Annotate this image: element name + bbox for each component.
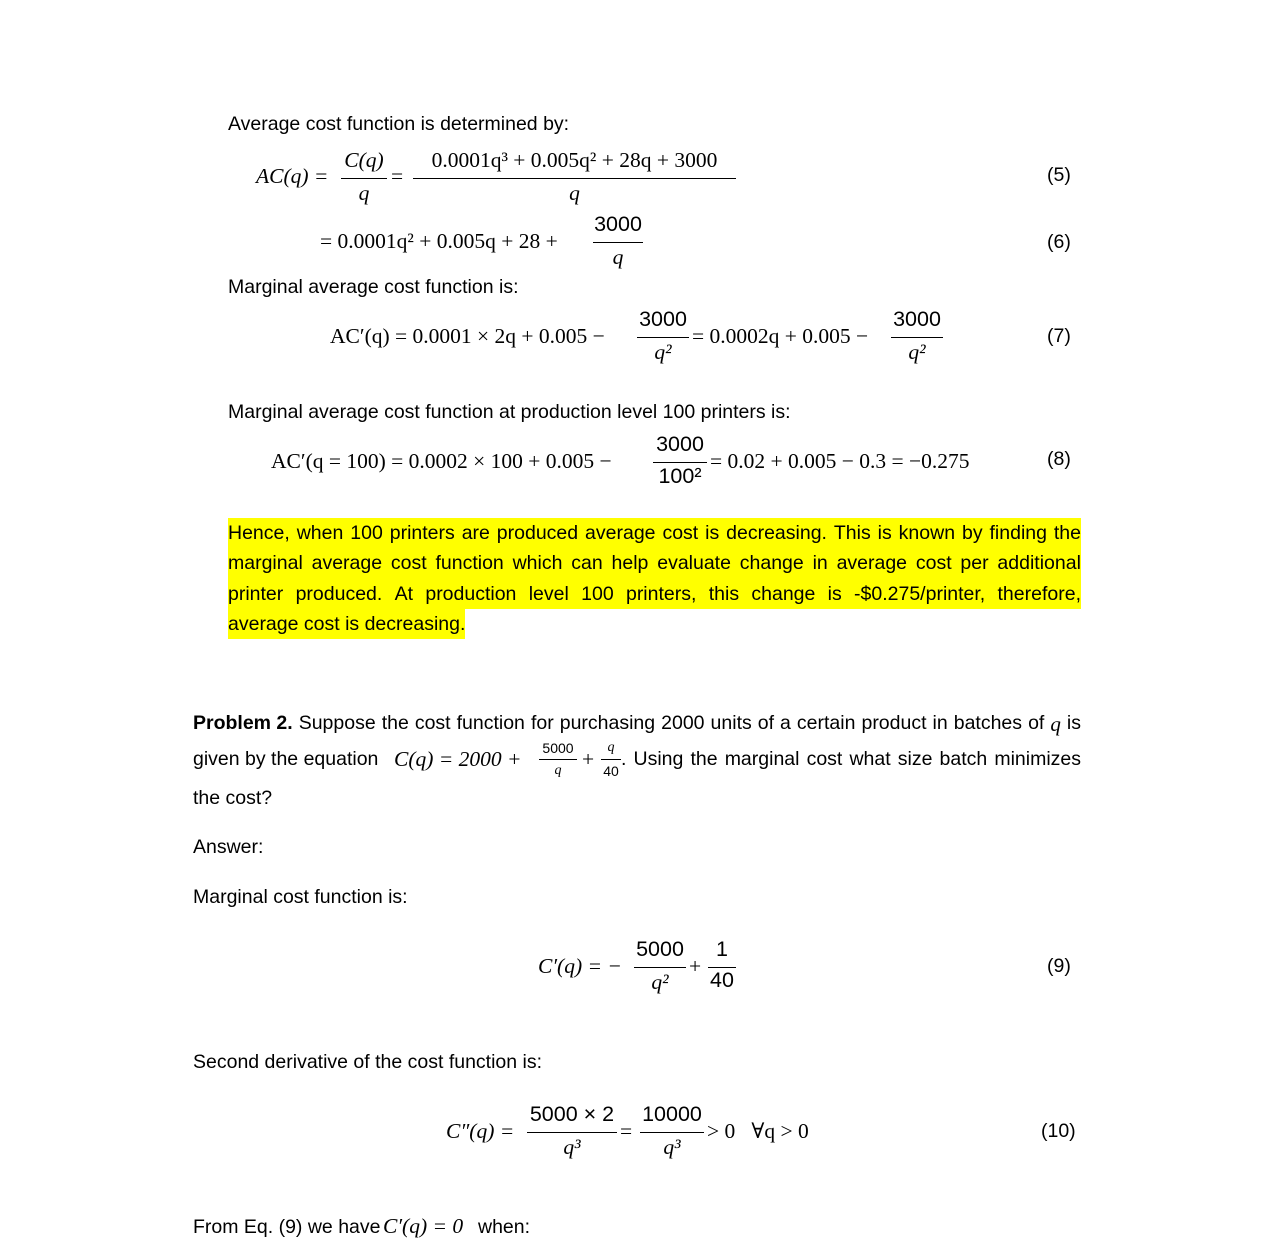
problem2-word: function — [456, 712, 525, 734]
eq8-rhs: = 0.02 + 0.005 − 0.3 = −0.275 — [710, 449, 970, 473]
intro-second-derivative: Second derivative of the cost function is: — [193, 1051, 543, 1073]
problem2-word: Suppose — [298, 712, 376, 734]
from-eq9-post: when: — [478, 1216, 531, 1238]
eq7-frac1-bar — [637, 337, 689, 338]
problem2-line1-text — [299, 712, 1081, 737]
eq9-lhs: C′(q) = − — [538, 954, 622, 978]
eq8-lhs: AC′(q = 100) = 0.0002 × 100 + 0.005 − — [271, 449, 612, 473]
highlight-word: per — [960, 552, 989, 575]
problem2-line3: the cost? — [193, 787, 273, 809]
problem2-plus: + — [582, 747, 595, 771]
highlight-word: is — [827, 582, 842, 605]
eq7-frac1-numerator: 3000 — [639, 307, 687, 331]
eq5-number: (5) — [1047, 164, 1071, 186]
highlight-word: this — [708, 582, 740, 605]
highlighted-conclusion — [228, 518, 1081, 639]
highlight-line-1 — [228, 518, 1081, 548]
highlight-word: finding — [989, 522, 1047, 544]
highlight-word: help — [611, 552, 649, 575]
eq8-number: (8) — [1047, 448, 1071, 470]
intro-marginal-average-cost: Marginal average cost function is: — [228, 276, 519, 298]
highlight-word: average — [311, 552, 383, 575]
intro-average-cost: Average cost function is determined by: — [228, 113, 570, 135]
highlight-word: decreasing. — [726, 522, 827, 544]
from-eq9-equation: C′(q) = 0 — [383, 1214, 464, 1238]
eq9-frac1-numerator: 5000 — [636, 937, 684, 961]
highlight-word: are — [461, 522, 490, 544]
highlight-word: known — [898, 522, 956, 544]
problem2-word: certain — [796, 712, 856, 734]
problem2-word: of — [757, 712, 775, 734]
highlight-word: produced. — [295, 582, 383, 605]
eq6-lhs: = 0.0001q² + 0.005q + 28 + — [320, 229, 558, 253]
problem2-word: the — [381, 712, 409, 734]
eq10-lhs: C″(q) = — [446, 1119, 515, 1143]
problem2-word: of — [1028, 712, 1045, 734]
highlight-line-4 — [228, 609, 1081, 639]
eq6-frac-bar — [593, 242, 643, 243]
eq10-frac2-denominator: q³ — [663, 1135, 681, 1159]
eq9-frac1-bar — [634, 967, 686, 968]
eq10-frac1-denominator: q³ — [563, 1135, 581, 1159]
problem2-frac2-bar — [601, 759, 621, 760]
highlight-word: production — [425, 582, 517, 605]
problem2-line2-post: . Using the marginal cost what size batch minimizes — [621, 748, 1081, 770]
highlight-word: when — [296, 522, 344, 544]
eq9-frac2-denominator: 40 — [710, 968, 734, 992]
eq7-frac2-numerator: 3000 — [893, 307, 941, 331]
highlight-word: printer — [228, 582, 284, 605]
highlight-word: produced — [496, 522, 579, 544]
eq7-frac2-denominator: q² — [908, 340, 926, 364]
eq6-numerator: 3000 — [594, 212, 642, 236]
problem2-frac1-bar — [539, 759, 577, 760]
highlight-word: in — [812, 552, 828, 575]
intro-marginal-cost: Marginal cost function is: — [193, 886, 408, 908]
highlight-word: cost — [662, 522, 699, 544]
highlight-word: cost — [915, 552, 952, 575]
highlight-word: by — [961, 522, 983, 544]
eq5-frac1-denominator: q — [358, 181, 370, 205]
highlight-word: -$0.275/printer, — [854, 582, 986, 605]
problem2-word: q — [1050, 712, 1061, 736]
answer-label: Answer: — [193, 836, 264, 858]
problem2-word: purchasing — [559, 712, 656, 734]
highlight-word: function — [435, 552, 504, 575]
highlight-word: Hence, — [228, 522, 290, 544]
eq6-number: (6) — [1047, 231, 1071, 253]
highlight-word: change — [739, 552, 804, 575]
highlight-word: which — [512, 552, 563, 575]
highlight-word: 100 — [350, 522, 383, 544]
problem2-word: 2000 — [661, 712, 705, 734]
eq9-frac2-numerator: 1 — [716, 937, 728, 961]
highlight-word: additional — [997, 552, 1081, 575]
highlight-word: level — [528, 582, 569, 605]
problem2-line2-pre: given by the equation — [193, 748, 379, 770]
highlight-word: evaluate — [657, 552, 731, 575]
highlight-word: therefore, — [997, 582, 1081, 605]
highlight-word: printers — [389, 522, 455, 544]
problem2-frac1-denominator: q — [554, 763, 562, 778]
problem2-word: batches — [953, 712, 1023, 734]
highlight-word: is — [705, 522, 720, 544]
eq7-middle: = 0.0002q + 0.005 − — [692, 324, 869, 348]
eq10-frac2-bar — [640, 1132, 704, 1133]
eq5-equals: = — [391, 164, 404, 188]
intro-mac-at-100: Marginal average cost function at production level 100 printers is: — [228, 401, 791, 423]
eq5-frac2-bar — [413, 178, 736, 179]
problem2-cost-eq: C(q) = 2000 + — [394, 747, 522, 771]
eq5-frac2-numerator: 0.0001q³ + 0.005q² + 28q + 3000 — [431, 148, 718, 172]
highlight-word: marginal — [228, 552, 303, 575]
eq7-number: (7) — [1047, 325, 1071, 347]
highlight-line-3 — [228, 579, 1081, 609]
from-eq9-pre: From Eq. (9) we have — [193, 1216, 381, 1238]
eq10-number: (10) — [1041, 1120, 1076, 1142]
eq10-frac2-numerator: 10000 — [642, 1102, 702, 1126]
problem2-word: is — [1066, 712, 1081, 734]
highlight-line-4-text: average cost is decreasing. — [228, 609, 465, 639]
eq10-equals: = — [620, 1119, 633, 1143]
highlight-word: is — [877, 522, 892, 544]
highlight-word: can — [571, 552, 603, 575]
problem2-word: in — [932, 712, 948, 734]
problem2-word: cost — [414, 712, 451, 734]
problem2-frac1-numerator: 5000 — [542, 740, 574, 756]
problem2-word: units — [710, 712, 752, 734]
eq10-frac1-bar — [527, 1132, 617, 1133]
eq7-frac1-denominator: q² — [654, 340, 672, 364]
eq6-denominator: q — [612, 245, 624, 269]
highlight-word: the — [1053, 522, 1081, 544]
problem2-word: a — [780, 712, 791, 734]
highlight-word: cost — [390, 552, 427, 575]
eq9-number: (9) — [1047, 955, 1071, 977]
eq8-denominator: 100² — [658, 464, 702, 488]
eq10-frac1-numerator: 5000 × 2 — [529, 1102, 615, 1126]
highlight-word: 100 — [581, 582, 614, 605]
highlight-word: change — [751, 582, 816, 605]
highlight-word: printers, — [625, 582, 697, 605]
eq10-rhs: > 0 ∀q > 0 — [707, 1119, 809, 1143]
problem2-frac2-numerator: q — [607, 740, 615, 755]
highlight-line-2 — [228, 548, 1081, 578]
eq8-numerator: 3000 — [656, 432, 704, 456]
problem2-word: product — [861, 712, 927, 734]
problem2-line1 — [193, 712, 1081, 737]
eq7-lhs: AC′(q) = 0.0001 × 2q + 0.005 − — [330, 324, 605, 348]
eq5-frac1-numerator: C(q) — [344, 148, 384, 172]
eq7-frac2-bar — [891, 337, 943, 338]
eq5-lhs: AC(q) = — [256, 164, 329, 188]
eq5-frac2-denominator: q — [569, 181, 580, 205]
highlight-word: At — [394, 582, 414, 605]
highlight-word: average — [585, 522, 656, 544]
highlight-word: This — [833, 522, 871, 544]
highlight-word: average — [836, 552, 908, 575]
eq9-frac1-denominator: q² — [651, 970, 669, 994]
problem2-word: for — [530, 712, 554, 734]
problem2-label: Problem 2. — [193, 712, 293, 734]
eq5-frac1-bar — [341, 178, 387, 179]
eq9-plus: + — [689, 954, 702, 978]
problem2-frac2-denominator: 40 — [603, 763, 619, 779]
